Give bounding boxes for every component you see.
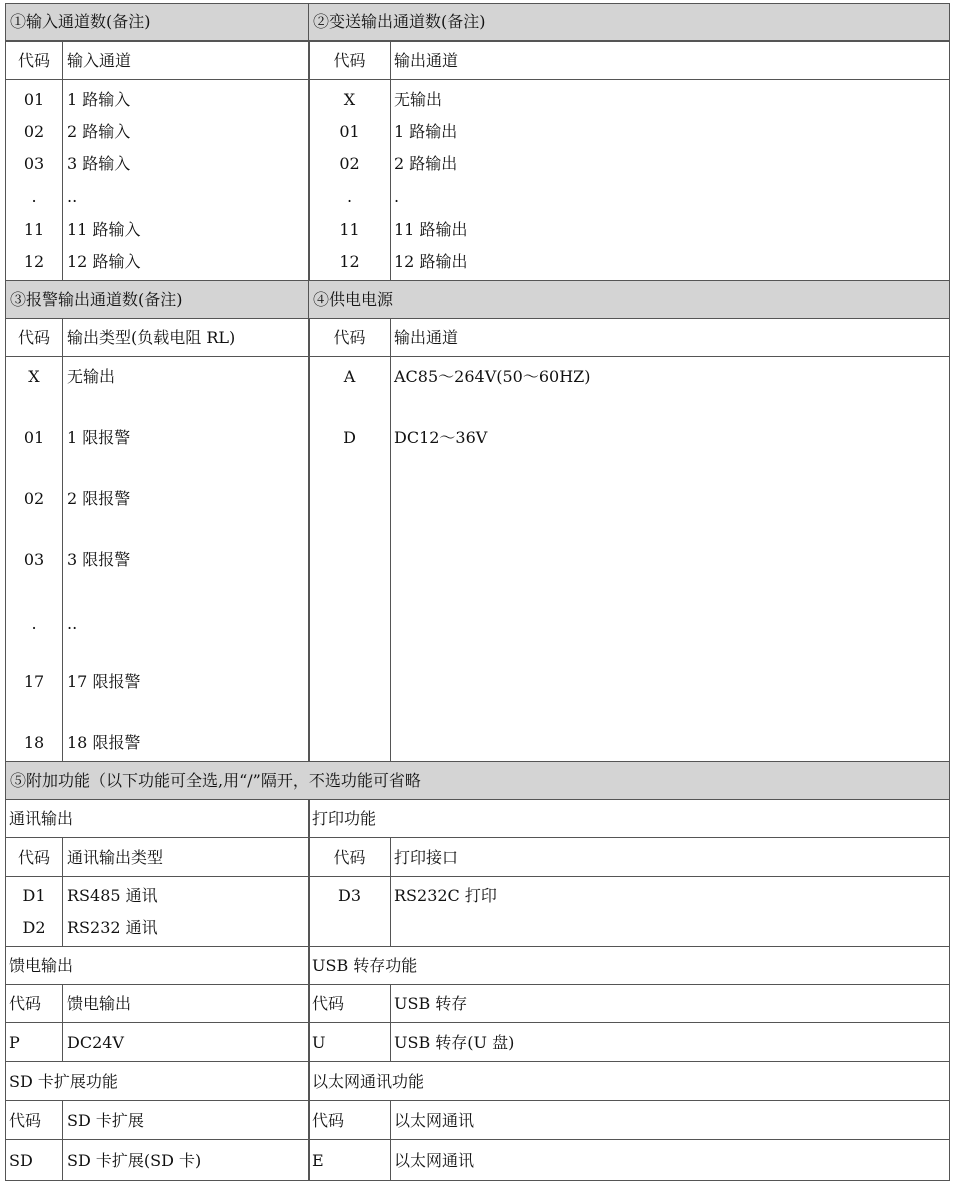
s3-code-column — [5, 356, 63, 762]
usb-title-cell — [308, 946, 950, 985]
eth-name-header-cell — [390, 1100, 950, 1140]
s3-row-name: 2 限报警 — [67, 489, 131, 508]
print-row-code: D3 — [337, 886, 361, 905]
comm-row-code: D2 — [22, 918, 46, 937]
section-5-header — [5, 761, 950, 800]
usb-name-header: USB 转存 — [394, 994, 468, 1013]
eth-code-cell — [308, 1139, 391, 1181]
usb-name-cell — [390, 1022, 950, 1062]
sd-name-header: SD 卡扩展 — [67, 1111, 144, 1130]
s2-row-name: 2 路输出 — [394, 154, 458, 173]
print-code-header: 代码 — [333, 848, 366, 867]
comm-row-code: D1 — [22, 886, 46, 905]
section-2-header — [308, 3, 950, 41]
s3-row-name: 3 限报警 — [67, 550, 131, 569]
s4-row-code: A — [343, 367, 356, 386]
sd-title: SD 卡扩展功能 — [9, 1072, 118, 1091]
s1-name-header: 输入通道 — [67, 51, 132, 70]
s2-row-code: 12 — [339, 252, 360, 271]
comm-code-column — [5, 876, 63, 947]
usb-code-header: 代码 — [312, 994, 345, 1013]
s3-row-code: X — [28, 367, 40, 386]
sd-code-header-cell — [5, 1100, 63, 1140]
s2-row-code: 02 — [339, 154, 360, 173]
feed-title: 馈电输出 — [9, 956, 74, 975]
eth-title-cell — [308, 1061, 950, 1101]
s4-code-header-cell — [308, 318, 391, 357]
s3-row-name: 18 限报警 — [67, 733, 141, 752]
print-title-cell — [308, 799, 950, 838]
s3-code-header-cell — [5, 318, 63, 357]
comm-name-column — [62, 876, 310, 947]
s2-name-header: 输出通道 — [394, 51, 459, 70]
s2-row-name: 11 路输出 — [394, 220, 468, 239]
s1-row-code: 12 — [23, 252, 45, 271]
feed-name-header-cell — [62, 984, 310, 1023]
s2-code-header: 代码 — [333, 51, 366, 70]
s1-row-code: 11 — [23, 220, 45, 239]
s1-row-name: 1 路输入 — [67, 90, 131, 109]
s4-row-code: D — [343, 428, 356, 447]
print-name-header-cell — [390, 837, 950, 877]
s4-row-name: DC12～36V — [394, 428, 488, 447]
print-name-header: 打印接口 — [394, 848, 459, 867]
s3-row-code: 03 — [23, 550, 45, 569]
s2-name-column — [390, 79, 950, 281]
usb-code-header-cell — [308, 984, 391, 1023]
print-title: 打印功能 — [312, 809, 377, 828]
section-4-title: ④供电电源 — [313, 290, 394, 309]
s1-code-header-cell — [5, 41, 63, 80]
s1-row-name: 2 路输入 — [67, 122, 131, 141]
feed-name-cell — [62, 1022, 310, 1062]
sd-code: SD — [9, 1151, 33, 1170]
comm-name-header-cell — [62, 837, 310, 877]
usb-code-cell — [308, 1022, 391, 1062]
section-5-title: ⑤附加功能（以下功能可全选,用“/”隔开，不选功能可省略 — [10, 771, 421, 790]
comm-name-header: 通讯输出类型 — [67, 848, 164, 867]
s1-code-header: 代码 — [17, 51, 50, 70]
s3-row-name: 无输出 — [67, 367, 116, 386]
comm-code-header: 代码 — [17, 848, 50, 867]
s4-row-name: AC85～264V(50～60HZ) — [394, 367, 591, 386]
comm-row-name: RS485 通讯 — [67, 886, 158, 905]
s4-code-column — [308, 356, 391, 762]
s1-row-code: . — [31, 187, 37, 206]
s1-row-name: 11 路输入 — [67, 220, 141, 239]
s3-name-header: 输出类型(负载电阻 RL) — [67, 328, 236, 347]
s2-row-name: 12 路输出 — [394, 252, 468, 271]
s2-row-code: 01 — [339, 122, 360, 141]
sd-name-cell — [62, 1139, 310, 1181]
eth-code-header-cell — [308, 1100, 391, 1140]
eth-name: 以太网通讯 — [394, 1151, 475, 1170]
feed-code-cell — [5, 1022, 63, 1062]
usb-name: USB 转存(U 盘) — [394, 1033, 515, 1052]
feed-title-cell — [5, 946, 310, 985]
section-3-header — [5, 280, 310, 319]
s3-row-name: 17 限报警 — [67, 672, 141, 691]
sd-name-header-cell — [62, 1100, 310, 1140]
comm-row-name: RS232 通讯 — [67, 918, 158, 937]
s1-row-code: 01 — [23, 90, 45, 109]
feed-code-header-cell — [5, 984, 63, 1023]
s2-row-code: 11 — [339, 220, 360, 239]
s2-row-name: 无输出 — [394, 90, 443, 109]
s2-row-code: X — [343, 90, 356, 109]
s1-name-header-cell — [62, 41, 310, 80]
section-1-title: ①输入通道数(备注) — [10, 12, 151, 31]
s3-name-column — [62, 356, 310, 762]
s3-code-header: 代码 — [17, 328, 50, 347]
s3-row-code: 02 — [23, 489, 45, 508]
section-2-title: ②变送输出通道数(备注) — [313, 12, 486, 31]
s3-row-code: 18 — [23, 733, 45, 752]
feed-name: DC24V — [67, 1033, 124, 1052]
s3-row-code: . — [31, 614, 37, 633]
print-row-name: RS232C 打印 — [394, 886, 497, 905]
print-name-column — [390, 876, 950, 947]
eth-code-header: 代码 — [312, 1111, 345, 1130]
feed-name-header: 馈电输出 — [67, 994, 132, 1013]
s3-row-code: 17 — [23, 672, 45, 691]
s3-row-name: .. — [67, 614, 78, 633]
print-code-column — [308, 876, 391, 947]
usb-title: USB 转存功能 — [312, 956, 418, 975]
sd-name: SD 卡扩展(SD 卡) — [67, 1151, 202, 1170]
section-1-header — [5, 3, 310, 41]
feed-code-header: 代码 — [9, 994, 42, 1013]
s4-code-header: 代码 — [333, 328, 366, 347]
section-3-title: ③报警输出通道数(备注) — [10, 290, 183, 309]
sd-code-header: 代码 — [9, 1111, 42, 1130]
s2-row-name: . — [394, 187, 400, 206]
eth-name-header: 以太网通讯 — [394, 1111, 475, 1130]
s2-row-code: . — [346, 187, 353, 206]
s1-row-code: 02 — [23, 122, 45, 141]
usb-name-header-cell — [390, 984, 950, 1023]
feed-code: P — [9, 1033, 20, 1052]
eth-code: E — [312, 1151, 324, 1170]
s4-name-column — [390, 356, 950, 762]
sd-code-cell — [5, 1139, 63, 1181]
s4-name-header-cell — [390, 318, 950, 357]
s3-row-name: 1 限报警 — [67, 428, 131, 447]
s1-code-column — [5, 79, 63, 281]
comm-title-cell — [5, 799, 310, 838]
s3-name-header-cell — [62, 318, 310, 357]
usb-code: U — [312, 1033, 326, 1052]
sd-title-cell — [5, 1061, 310, 1101]
comm-title: 通讯输出 — [9, 809, 74, 828]
eth-name-cell — [390, 1139, 950, 1181]
s1-row-name: 12 路输入 — [67, 252, 141, 271]
s1-row-name: 3 路输入 — [67, 154, 131, 173]
spec-table — [5, 3, 950, 1181]
section-4-header — [308, 280, 950, 319]
s2-row-name: 1 路输出 — [394, 122, 458, 141]
print-code-header-cell — [308, 837, 391, 877]
s3-row-code: 01 — [23, 428, 45, 447]
s1-row-name: .. — [67, 187, 78, 206]
s1-name-column — [62, 79, 310, 281]
s2-name-header-cell — [390, 41, 950, 80]
s2-code-header-cell — [308, 41, 391, 80]
eth-title: 以太网通讯功能 — [312, 1072, 425, 1091]
comm-code-header-cell — [5, 837, 63, 877]
s2-code-column — [308, 79, 391, 281]
s1-row-code: 03 — [23, 154, 45, 173]
s4-name-header: 输出通道 — [394, 328, 459, 347]
